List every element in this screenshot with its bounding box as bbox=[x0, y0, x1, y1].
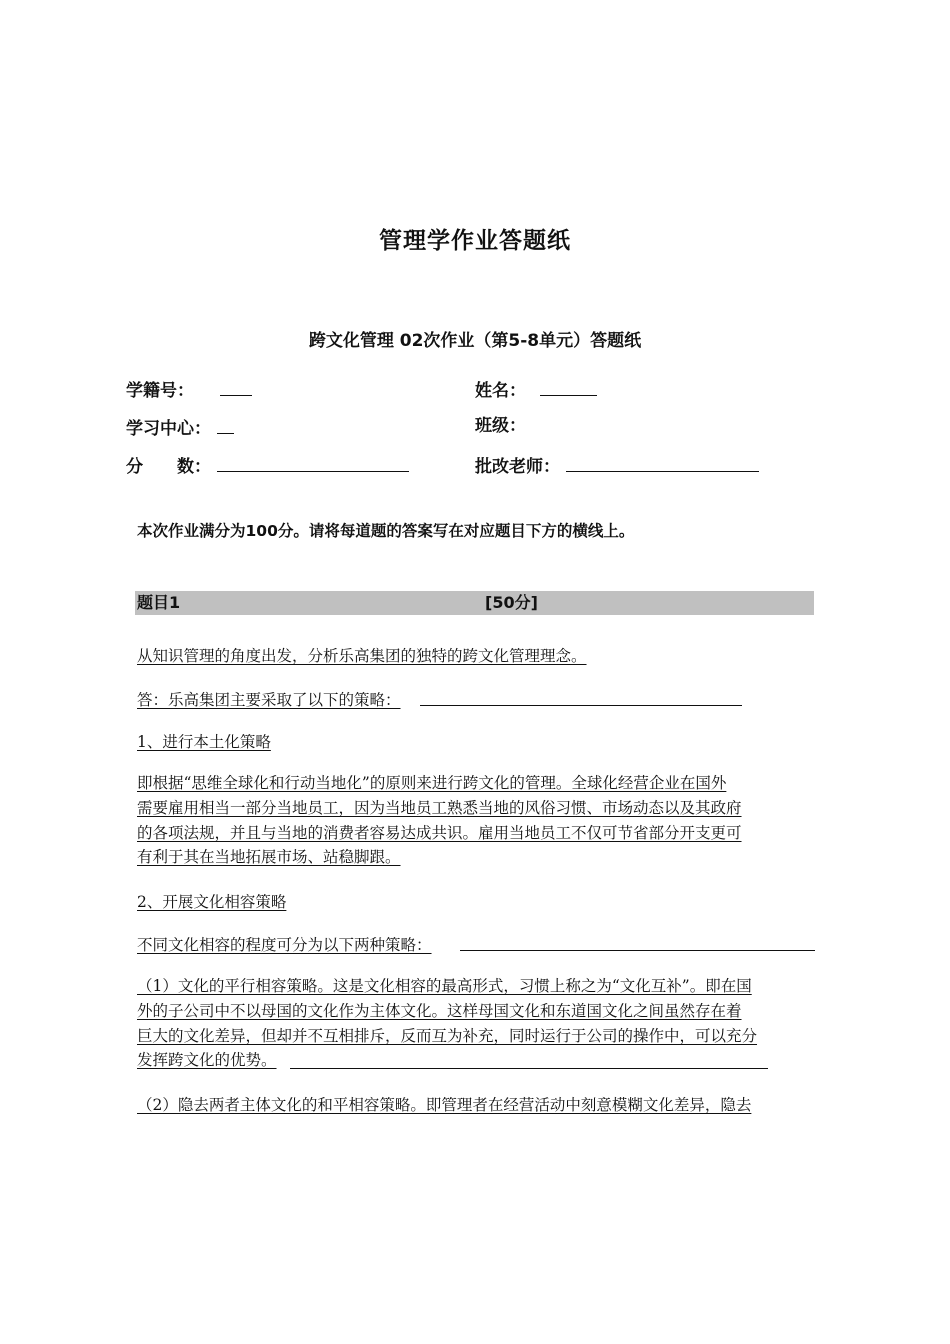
class-label: 班级： bbox=[475, 416, 526, 436]
answer-intro-rule bbox=[420, 705, 742, 706]
class-field bbox=[475, 415, 526, 437]
score-label: 分 数： bbox=[126, 457, 211, 477]
paragraph-line: （1）文化的平行相容策略。这是文化相容的最高形式，习惯上称之为“文化互补”。即在国 bbox=[137, 977, 752, 995]
parallel-strategy-rule bbox=[290, 1068, 768, 1069]
paragraph-line: 发挥跨文化的优势。 bbox=[137, 1051, 277, 1070]
paragraph-parallel-strategy bbox=[137, 974, 815, 1073]
paragraph-line: 即根据“思维全球化和行动当地化”的原则来进行跨文化的管理。全球化经营企业在国外 bbox=[137, 774, 727, 792]
instructions-notice: 本次作业满分为100分。请将每道题的答案写在对应题目下方的横线上。 bbox=[137, 522, 635, 540]
question-label: 题目1 bbox=[137, 593, 181, 612]
answer-intro: 答：乐高集团主要采取了以下的策略： bbox=[137, 691, 401, 709]
study-center-field bbox=[126, 415, 234, 440]
document-title: 管理学作业答题纸 bbox=[379, 228, 571, 254]
study-center-blank[interactable] bbox=[217, 415, 234, 434]
question-header-bar bbox=[135, 591, 814, 615]
compatibility-intro: 不同文化相容的程度可分为以下两种策略： bbox=[137, 936, 432, 954]
score-field bbox=[126, 453, 409, 478]
teacher-field bbox=[475, 453, 759, 478]
compatibility-intro-rule bbox=[460, 950, 815, 951]
name-field bbox=[475, 377, 597, 402]
paragraph-line: 的各项法规，并且与当地的消费者容易达成共识。雇用当地员工不仅可节省部分开支更可 bbox=[137, 823, 742, 842]
paragraph-peaceful-strategy bbox=[137, 1093, 815, 1118]
document-subtitle: 跨文化管理 02次作业（第5-8单元）答题纸 bbox=[308, 331, 642, 351]
student-id-blank[interactable] bbox=[220, 377, 252, 396]
name-label: 姓名： bbox=[475, 381, 526, 401]
heading-localization: 1、进行本土化策略 bbox=[137, 733, 271, 751]
paragraph-line: 需要雇用相当一部分当地员工，因为当地员工熟悉当地的风俗习惯、市场动态以及其政府 bbox=[137, 798, 742, 817]
paragraph-localization bbox=[137, 771, 815, 870]
question-score: [50分] bbox=[485, 593, 538, 612]
teacher-blank[interactable] bbox=[566, 453, 759, 472]
name-blank[interactable] bbox=[540, 377, 597, 396]
score-blank[interactable] bbox=[217, 453, 409, 472]
teacher-label: 批改老师： bbox=[475, 457, 560, 477]
paragraph-line: 巨大的文化差异，但却并不互相排斥，反而互为补充，同时运行于公司的操作中，可以充分 bbox=[137, 1026, 758, 1045]
paragraph-line: 有利于其在当地拓展市场、站稳脚跟。 bbox=[137, 848, 401, 867]
student-id-field bbox=[126, 377, 252, 402]
heading-cultural-compatibility: 2、开展文化相容策略 bbox=[137, 893, 287, 911]
student-id-label: 学籍号： bbox=[126, 381, 194, 401]
paragraph-line: 外的子公司中不以母国的文化作为主体文化。这样母国文化和东道国文化之间虽然存在着 bbox=[137, 1001, 742, 1020]
paragraph-line: （2）隐去两者主体文化的和平相容策略。即管理者在经营活动中刻意模糊文化差异，隐去 bbox=[137, 1096, 752, 1114]
study-center-label: 学习中心： bbox=[126, 419, 211, 439]
question-prompt: 从知识管理的角度出发，分析乐高集团的独特的跨文化管理理念。 bbox=[137, 647, 587, 665]
